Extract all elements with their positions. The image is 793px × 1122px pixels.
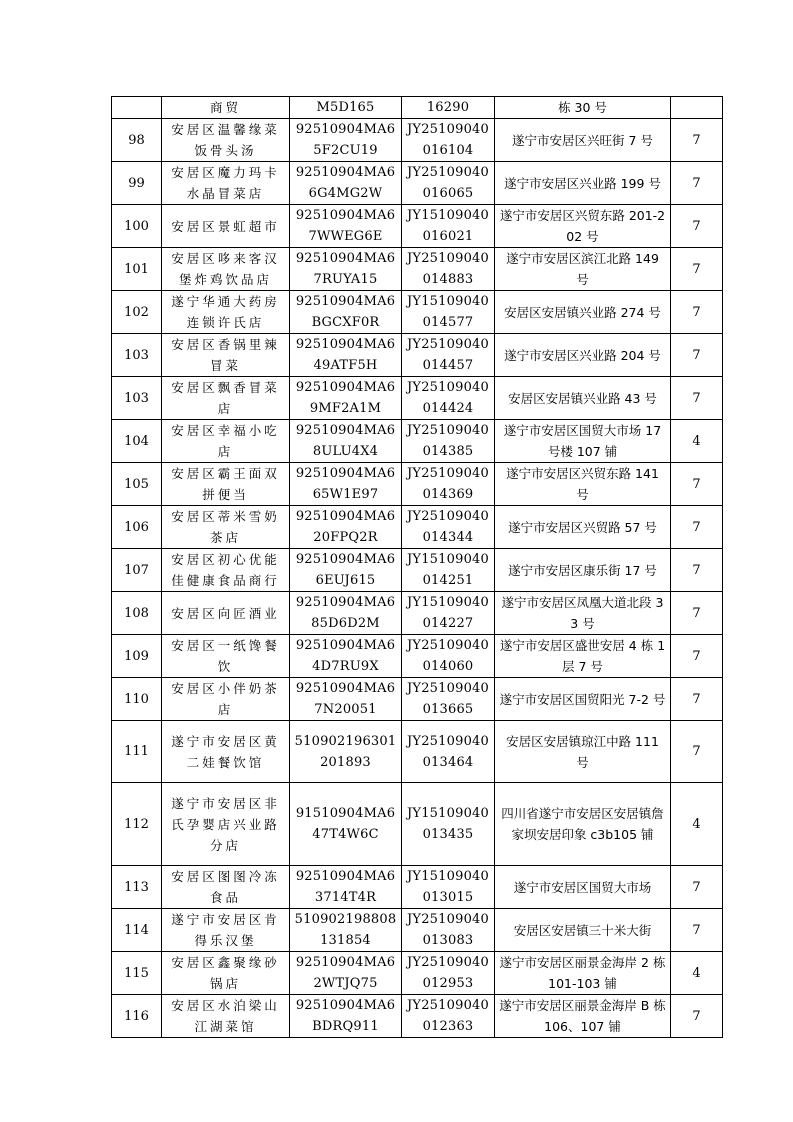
business-name-cell: 安居区霸王面双拼便当 (162, 463, 290, 506)
count-value-cell: 4 (671, 952, 723, 995)
business-address-cell: 遂宁市安居区丽景金海岸 B 栋 106、107 铺 (495, 995, 671, 1038)
business-name-cell: 安居区初心优能佳健康食品商行 (162, 549, 290, 592)
business-address-cell: 遂宁市安居区兴贸路 57 号 (495, 506, 671, 549)
license-number-cell: JY25109040014457 (402, 334, 495, 377)
business-name-cell: 安居区香锅里辣冒菜 (162, 334, 290, 377)
business-address-cell: 遂宁市安居区丽景金海岸 2 栋 101-103 铺 (495, 952, 671, 995)
count-value-cell: 7 (671, 995, 723, 1038)
count-value-cell: 7 (671, 506, 723, 549)
business-name-cell: 安居区水泊梁山江湖菜馆 (162, 995, 290, 1038)
count-value-cell: 7 (671, 866, 723, 909)
business-name-cell: 安居区飘香冒菜店 (162, 377, 290, 420)
row-number-cell: 115 (112, 952, 162, 995)
license-number-cell: JY25109040014369 (402, 463, 495, 506)
business-address-cell: 栋 30 号 (495, 97, 671, 119)
business-address-cell: 安居区安居镇三十米大街 (495, 909, 671, 952)
business-address-cell: 遂宁市安居区兴贸东路 201-202 号 (495, 205, 671, 248)
table-row (112, 506, 723, 549)
license-number-cell: JY25109040012363 (402, 995, 495, 1038)
license-number-cell: JY15109040016021 (402, 205, 495, 248)
count-value-cell: 7 (671, 635, 723, 678)
credit-code-cell: 92510904MA649ATF5H (290, 334, 402, 377)
license-number-cell: JY25109040016104 (402, 119, 495, 162)
business-address-cell: 遂宁市安居区兴业路 204 号 (495, 334, 671, 377)
table-row (112, 205, 723, 248)
row-number-cell: 103 (112, 334, 162, 377)
table-row (112, 463, 723, 506)
business-address-cell: 安居区安居镇兴业路 43 号 (495, 377, 671, 420)
license-number-cell: JY15109040014227 (402, 592, 495, 635)
license-number-cell: JY25109040014385 (402, 420, 495, 463)
license-number-cell: JY25109040013083 (402, 909, 495, 952)
business-name-cell: 安居区向匠酒业 (162, 592, 290, 635)
row-number-cell: 113 (112, 866, 162, 909)
count-value-cell: 7 (671, 377, 723, 420)
row-number-cell: 114 (112, 909, 162, 952)
credit-code-cell: 92510904MA67RUYA15 (290, 248, 402, 291)
count-value-cell: 7 (671, 463, 723, 506)
count-value-cell: 7 (671, 334, 723, 377)
business-address-cell: 安居区安居镇兴业路 274 号 (495, 291, 671, 334)
count-value-cell: 7 (671, 291, 723, 334)
row-number-cell: 100 (112, 205, 162, 248)
table-row (112, 721, 723, 783)
table-row (112, 119, 723, 162)
license-number-cell: JY15109040014577 (402, 291, 495, 334)
business-name-cell: 安居区一纸馋餐饮 (162, 635, 290, 678)
registry-table-body (112, 97, 723, 1038)
credit-code-cell: 510902198808131854 (290, 909, 402, 952)
count-value-cell: 4 (671, 783, 723, 866)
credit-code-cell: 92510904MA68ULU4X4 (290, 420, 402, 463)
row-number-cell: 107 (112, 549, 162, 592)
credit-code-cell: 92510904MA66G4MG2W (290, 162, 402, 205)
row-number-cell: 102 (112, 291, 162, 334)
business-address-cell: 遂宁市安居区滨江北路 149 号 (495, 248, 671, 291)
row-number-cell: 111 (112, 721, 162, 783)
business-address-cell: 遂宁市安居区兴贸东路 141 号 (495, 463, 671, 506)
credit-code-cell: 92510904MA620FPQ2R (290, 506, 402, 549)
count-value-cell: 7 (671, 205, 723, 248)
license-number-cell: JY25109040014424 (402, 377, 495, 420)
business-name-cell: 安居区小伴奶茶店 (162, 678, 290, 721)
business-name-cell: 安居区哆来客汉堡炸鸡饮品店 (162, 248, 290, 291)
table-row (112, 334, 723, 377)
credit-code-cell: 92510904MA67N20051 (290, 678, 402, 721)
business-address-cell: 遂宁市安居区凤凰大道北段 33 号 (495, 592, 671, 635)
credit-code-cell: 92510904MA665W1E97 (290, 463, 402, 506)
business-name-cell: 安居区景虹超市 (162, 205, 290, 248)
table-row (112, 909, 723, 952)
credit-code-cell: 92510904MA6BGCXF0R (290, 291, 402, 334)
business-address-cell: 遂宁市安居区盛世安居 4 栋 1 层 7 号 (495, 635, 671, 678)
table-row (112, 635, 723, 678)
license-number-cell: JY25109040014344 (402, 506, 495, 549)
business-name-cell: 安居区鑫聚缘砂锅店 (162, 952, 290, 995)
license-number-cell: JY15109040014251 (402, 549, 495, 592)
row-number-cell (112, 97, 162, 119)
table-row (112, 377, 723, 420)
table-row (112, 866, 723, 909)
license-number-cell: JY15109040013015 (402, 866, 495, 909)
business-address-cell: 四川省遂宁市安居区安居镇詹家坝安居印象 c3b105 铺 (495, 783, 671, 866)
count-value-cell: 7 (671, 721, 723, 783)
license-number-cell: JY25109040014060 (402, 635, 495, 678)
table-row (112, 678, 723, 721)
credit-code-cell: M5D165 (290, 97, 402, 119)
credit-code-cell: 91510904MA647T4W6C (290, 783, 402, 866)
business-address-cell: 遂宁市安居区兴业路 199 号 (495, 162, 671, 205)
table-row (112, 995, 723, 1038)
table-row (112, 248, 723, 291)
license-number-cell: JY25109040013665 (402, 678, 495, 721)
count-value-cell: 7 (671, 119, 723, 162)
business-address-cell: 遂宁市安居区康乐街 17 号 (495, 549, 671, 592)
business-name-cell: 遂宁市安居区非氏孕婴店兴业路分店 (162, 783, 290, 866)
license-number-cell: JY25109040016065 (402, 162, 495, 205)
license-number-cell: 16290 (402, 97, 495, 119)
count-value-cell: 4 (671, 420, 723, 463)
credit-code-cell: 92510904MA65F2CU19 (290, 119, 402, 162)
row-number-cell: 116 (112, 995, 162, 1038)
count-value-cell: 7 (671, 549, 723, 592)
table-row (112, 783, 723, 866)
business-name-cell: 安居区魔力玛卡水晶冒菜店 (162, 162, 290, 205)
business-name-cell: 安居区温馨缘菜饭骨头汤 (162, 119, 290, 162)
table-row (112, 420, 723, 463)
business-name-cell: 遂宁华通大药房连锁许氏店 (162, 291, 290, 334)
license-number-cell: JY15109040013435 (402, 783, 495, 866)
count-value-cell: 7 (671, 162, 723, 205)
business-address-cell: 遂宁市安居区国贸大市场 (495, 866, 671, 909)
credit-code-cell: 92510904MA62WTJQ75 (290, 952, 402, 995)
credit-code-cell: 510902196301201893 (290, 721, 402, 783)
row-number-cell: 98 (112, 119, 162, 162)
business-name-cell: 遂宁市安居区肯得乐汉堡 (162, 909, 290, 952)
license-number-cell: JY25109040014883 (402, 248, 495, 291)
license-number-cell: JY25109040012953 (402, 952, 495, 995)
table-row (112, 97, 723, 119)
row-number-cell: 99 (112, 162, 162, 205)
credit-code-cell: 92510904MA64D7RU9X (290, 635, 402, 678)
count-value-cell: 7 (671, 678, 723, 721)
business-address-cell: 安居区安居镇琼江中路 111 号 (495, 721, 671, 783)
table-row (112, 592, 723, 635)
row-number-cell: 110 (112, 678, 162, 721)
row-number-cell: 104 (112, 420, 162, 463)
count-value-cell: 7 (671, 248, 723, 291)
business-address-cell: 遂宁市安居区国贸大市场 17 号楼 107 铺 (495, 420, 671, 463)
row-number-cell: 109 (112, 635, 162, 678)
business-address-cell: 遂宁市安居区国贸阳光 7-2 号 (495, 678, 671, 721)
credit-code-cell: 92510904MA63714T4R (290, 866, 402, 909)
row-number-cell: 112 (112, 783, 162, 866)
row-number-cell: 106 (112, 506, 162, 549)
row-number-cell: 101 (112, 248, 162, 291)
license-number-cell: JY25109040013464 (402, 721, 495, 783)
table-row (112, 952, 723, 995)
row-number-cell: 103 (112, 377, 162, 420)
credit-code-cell: 92510904MA69MF2A1M (290, 377, 402, 420)
count-value-cell (671, 97, 723, 119)
row-number-cell: 108 (112, 592, 162, 635)
credit-code-cell: 92510904MA685D6D2M (290, 592, 402, 635)
credit-code-cell: 92510904MA66EUJ615 (290, 549, 402, 592)
business-name-cell: 安居区蒂米雪奶茶店 (162, 506, 290, 549)
business-name-cell: 安居区幸福小吃店 (162, 420, 290, 463)
credit-code-cell: 92510904MA67WWEG6E (290, 205, 402, 248)
table-row (112, 291, 723, 334)
credit-code-cell: 92510904MA6BDRQ911 (290, 995, 402, 1038)
business-name-cell: 安居区图图冷冻食品 (162, 866, 290, 909)
table-row (112, 162, 723, 205)
count-value-cell: 7 (671, 909, 723, 952)
business-name-cell: 商贸 (162, 97, 290, 119)
row-number-cell: 105 (112, 463, 162, 506)
count-value-cell: 7 (671, 592, 723, 635)
registry-table (111, 96, 723, 1038)
business-address-cell: 遂宁市安居区兴旺街 7 号 (495, 119, 671, 162)
table-row (112, 549, 723, 592)
business-name-cell: 遂宁市安居区黄二娃餐饮馆 (162, 721, 290, 783)
